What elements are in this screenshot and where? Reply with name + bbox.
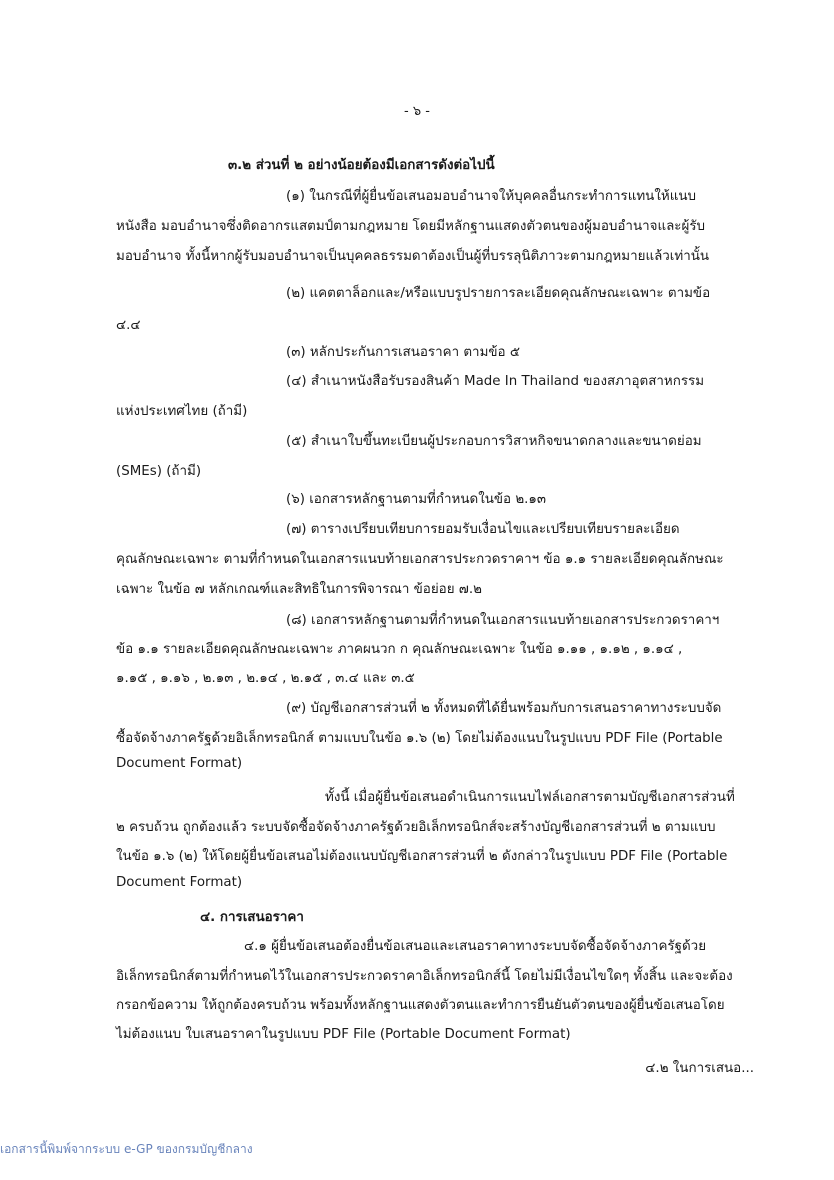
item-1-line-1: (๑) ในกรณีที่ผู้ยื่นข้อเสนอมอบอำนาจให้บุคคลอื่นกระทำการแทนให้แนบ bbox=[286, 189, 696, 204]
note-line-3: ในข้อ ๑.๖ (๒) ให้โดยผู้ยื่นข้อเสนอไม่ต้องแนบบัญชีเอกสารส่วนที่ ๒ ดังกล่าวในรูปแบบ PDF File (Portable bbox=[116, 849, 728, 864]
item-7-line-1: (๗) ตารางเปรียบเทียบการยอมรับเงื่อนไขและเปรียบเทียบรายละเอียด bbox=[286, 522, 680, 537]
note-line-2: ๒ ครบถ้วน ถูกต้องแล้ว ระบบจัดซื้อจัดจ้างภาครัฐด้วยอิเล็กทรอนิกส์จะสร้างบัญชีเอกสารส่วนที่ ๒ ตามแบบ bbox=[116, 820, 716, 835]
section-4-heading: ๔. การเสนอราคา bbox=[200, 910, 304, 925]
item-7-line-2: คุณลักษณะเฉพาะ ตามที่กำหนดในเอกสารแนบท้ายเอกสารประกวดราคาฯ ข้อ ๑.๑ รายละเอียดคุณลักษณะ bbox=[116, 552, 724, 567]
item-7-line-3: เฉพาะ ในข้อ ๗ หลักเกณฑ์และสิทธิในการพิจารณา ข้อย่อย ๗.๒ bbox=[116, 582, 482, 597]
para-4-1-line-4: ไม่ต้องแนบ ใบเสนอราคาในรูปแบบ PDF File (Portable Document Format) bbox=[116, 1027, 571, 1042]
item-9-line-2: ซื้อจัดจ้างภาครัฐด้วยอิเล็กทรอนิกส์ ตามแบบในข้อ ๑.๖ (๒) โดยไม่ต้องแนบในรูปแบบ PDF File (Portable bbox=[116, 731, 723, 746]
footer-watermark: เอกสารนี้พิมพ์จากระบบ e-GP ของกรมบัญชีกลาง bbox=[0, 1142, 253, 1156]
item-8-line-3: ๑.๑๕ , ๑.๑๖ , ๒.๑๓ , ๒.๑๔ , ๒.๑๕ , ๓.๔ และ ๓.๕ bbox=[116, 671, 415, 686]
item-4-line-2: แห่งประเทศไทย (ถ้ามี) bbox=[116, 404, 248, 419]
item-4-line-1: (๔) สำเนาหนังสือรับรองสินค้า Made In Thailand ของสภาอุตสาหกรรม bbox=[286, 374, 705, 389]
item-5-line-2: (SMEs) (ถ้ามี) bbox=[116, 464, 202, 479]
item-2-line-1: (๒) แคตตาล็อกและ/หรือแบบรูปรายการละเอียดคุณลักษณะเฉพาะ ตามข้อ bbox=[286, 286, 711, 301]
item-5-line-1: (๕) สำเนาใบขึ้นทะเบียนผู้ประกอบการวิสาหกิจขนาดกลางและขนาดย่อม bbox=[286, 434, 702, 449]
continuation-text: ๔.๒ ในการเสนอ... bbox=[645, 1061, 754, 1076]
item-2-line-2: ๔.๔ bbox=[116, 318, 141, 333]
para-4-1-line-3: กรอกข้อความ ให้ถูกต้องครบถ้วน พร้อมทั้งหลักฐานแสดงตัวตนและทำการยืนยันตัวตนของผู้ยื่นข้อเสนอโดย bbox=[116, 998, 725, 1013]
item-9-line-1: (๙) บัญชีเอกสารส่วนที่ ๒ ทั้งหมดที่ได้ยื่นพร้อมกับการเสนอราคาทางระบบจัด bbox=[286, 701, 722, 716]
item-1-line-3: มอบอำนาจ ทั้งนี้หากผู้รับมอบอำนาจเป็นบุคคลธรรมดาต้องเป็นผู้ที่บรรลุนิติภาวะตามกฎหมายแล้วเท่านั้น bbox=[116, 249, 710, 264]
item-9-line-3: Document Format) bbox=[116, 756, 243, 771]
item-8-line-2: ข้อ ๑.๑ รายละเอียดคุณลักษณะเฉพาะ ภาคผนวก ก คุณลักษณะเฉพาะ ในข้อ ๑.๑๑ , ๑.๑๒ , ๑.๑๔ , bbox=[116, 642, 683, 657]
page-number: - ๖ - bbox=[404, 104, 430, 119]
section-3-2-heading: ๓.๒ ส่วนที่ ๒ อย่างน้อยต้องมีเอกสารดังต่อไปนี้ bbox=[228, 158, 495, 173]
item-6-line-1: (๖) เอกสารหลักฐานตามที่กำหนดในข้อ ๒.๑๓ bbox=[286, 492, 547, 507]
note-line-1: ทั้งนี้ เมื่อผู้ยื่นข้อเสนอดำเนินการแนบไฟล์เอกสารตามบัญชีเอกสารส่วนที่ bbox=[325, 790, 735, 805]
note-line-4: Document Format) bbox=[116, 875, 243, 890]
item-8-line-1: (๘) เอกสารหลักฐานตามที่กำหนดในเอกสารแนบท้ายเอกสารประกวดราคาฯ bbox=[286, 613, 720, 628]
para-4-1-line-2: อิเล็กทรอนิกส์ตามที่กำหนดไว้ในเอกสารประกวดราคาอิเล็กทรอนิกส์นี้ โดยไม่มีเงื่อนไขใดๆ ทั้งสิ้น และจะต้อง bbox=[116, 969, 733, 984]
item-1-line-2: หนังสือ มอบอำนาจซึ่งติดอากรแสตมป์ตามกฎหมาย โดยมีหลักฐานแสดงตัวตนของผู้มอบอำนาจและผู้รับ bbox=[116, 219, 706, 234]
item-3-line-1: (๓) หลักประกันการเสนอราคา ตามข้อ ๕ bbox=[286, 345, 520, 360]
para-4-1-line-1: ๔.๑ ผู้ยื่นข้อเสนอต้องยื่นข้อเสนอและเสนอราคาทางระบบจัดซื้อจัดจ้างภาครัฐด้วย bbox=[244, 939, 707, 954]
